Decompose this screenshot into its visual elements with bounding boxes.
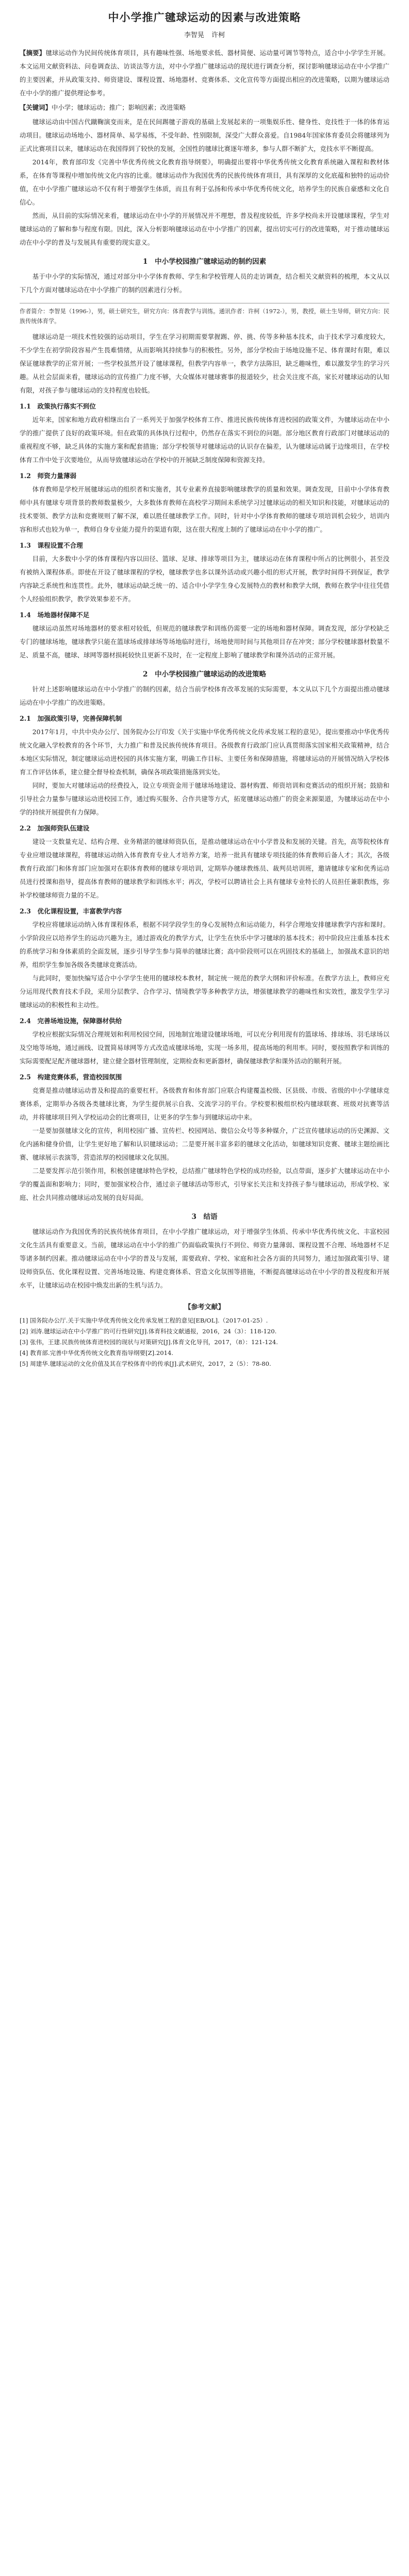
reference-item: [2] 刘涛.毽球运动在中小学推广的可行性研究[J].体育科技文献通报，2016，24（3）：118-120. (20, 1328, 277, 1335)
abstract-label: 【摘要】 (20, 49, 46, 57)
references-title: 【参考文献】 (184, 1303, 225, 1311)
body-paragraph: 毽球运动是一项技术性较强的运动项目，学生在学习初期需要掌握踢、停、挑、传等多种基本技术，由于技术学习难度较大，不少学生在初学阶段容易产生畏难情绪，从而影响其持续参与的积极性。另外，部分学校由于场地设施不足、体育课时有限，难以保证毽球教学的正常开展；一些学校虽然开设了毽球课程，但教学内容单一，教学方法陈旧，缺乏趣味性，难以激发学生的学习兴趣。从社会层面来看，毽球运动的宣传推广力度不够，大众媒体对毽球赛事的报道较少，社会关注度不高，家长对毽球运动的认知有限，对孩子参与毽球运动的支持程度也较低。 (20, 333, 389, 394)
body-paragraph: 与此同时，要加快编写适合中小学学生使用的毽球校本教材，制定统一规范的教学大纲和评价标准。在教学方法上，教师应充分运用现代教育技术手段，采用分层教学、合作学习、情境教学等多种教学方法，增强毽球教学的趣味性和实效性，激发学生学习毽球运动的积极性和主动性。 (20, 974, 389, 1009)
body-paragraph: 毽球运动虽然对场地器材的要求相对较低，但规范的毽球教学和训练仍需要一定的场地和器材保障。调查发现，部分学校缺乏专门的毽球场地，毽球教学只能在篮球场或排球场等场地临时进行，场地使用时间与其他项目存在冲突；部分学校毽球器材数量不足、质量不高，毽球、球网等器材损耗较快且更新不及时，在一定程度上影响了毽球教学和课外活动的正常开展。 (20, 624, 389, 659)
author-2: 许柯 (211, 31, 225, 39)
author-line (20, 29, 389, 39)
body-paragraph: 学校应根据实际情况合理规划和利用校园空间，因地制宜地建设毽球场地，可以充分利用现有的篮球场、排球场、羽毛球场以及空地等场地，通过画线、设置简易球网等方式改造成毽球场地，实现一场多用，提高场地的利用率。同时，要按照教学和训练的实际需要配足配齐毽球器材，建立健全器材管理制度，定期检查和更新器材，确保毽球教学和课外活动的顺利开展。 (20, 1030, 389, 1065)
subsection-heading: 1.3 课程设置不合理 (20, 541, 83, 549)
body-paragraph: 目前，大多数中小学的体育课程内容以田径、篮球、足球、排球等项目为主，毽球运动在体育课程中所占的比例很小，甚至没有被纳入课程体系。即使在开设了毽球课程的学校，毽球教学也多以课外活动或兴趣小组的形式开展，教学时间得不到保证，教学内容缺乏系统性和连贯性。此外，毽球运动缺乏统一的、适合中小学学生身心发展特点的教材和教学大纲，教师在教学中往往凭借个人经验组织教学，教学效果参差不齐。 (20, 555, 389, 603)
body-paragraph: 同时，要加大对毽球运动的经费投入，设立专项资金用于毽球场地建设、器材购置、师资培训和竞赛活动的组织开展；鼓励和引导社会力量参与毽球运动进校园工作，通过购买服务、合作共建等方式，拓宽毽球运动推广的资金来源渠道，为毽球运动在中小学的持续开展提供有力保障。 (20, 782, 389, 816)
subsection-heading: 1.2 师资力量薄弱 (20, 472, 77, 480)
body-paragraph: 竞赛是推动毽球运动普及和提高的重要杠杆。各级教育和体育部门应联合构建覆盖校级、区县级、市级、省级的中小学毽球竞赛体系，定期举办各级各类毽球比赛，为学生提供展示自我、交流学习的平台。学校要积极组织校内毽球联赛、班级对抗赛等活动，并将毽球项目列入学校运动会的比赛项目，让更多的学生参与到毽球运动中来。 (20, 1087, 389, 1121)
body-paragraph: 2017年1月，中共中央办公厅、国务院办公厅印发《关于实施中华优秀传统文化传承发展工程的意见》，提出要推动中华优秀传统文化融入学校教育的各个环节，大力推广和普及民族传统体育项目。各级教育行政部门应认真贯彻落实国家相关政策精神，结合本地区实际情况，制定毽球运动进校园的具体实施方案，明确工作目标、主要任务和保障措施，将毽球运动的开展情况纳入学校体育工作评估体系，建立健全督导检查机制，确保各项政策措施落到实处。 (20, 728, 389, 776)
body-paragraph: 针对上述影响毽球运动在中小学推广的制约因素，结合当前学校体育改革发展的实际需要，本文从以下几个方面提出推动毽球运动在中小学推广的改进策略。 (20, 685, 389, 706)
reference-item: [1] 国务院办公厅.关于实施中华优秀传统文化传承发展工程的意见[EB/OL].（2017-01-25）. (20, 1317, 268, 1324)
section-heading: 2 中小学校园推广毽球运动的改进策略 (143, 670, 266, 679)
body-paragraph: 近年来，国家和地方政府相继出台了一系列关于加强学校体育工作、推进民族传统体育进校园的政策文件，为毽球运动在中小学的推广提供了良好的政策环境。但在政策的具体执行过程中，仍然存在落实不到位的问题。部分地区教育行政部门对毽球运动的重视程度不够，缺乏具体的实施方案和配套措施；部分学校领导对毽球运动的认识存在偏差，认为毽球运动属于边缘项目，在学校体育工作中处于次要地位，从而导致毽球运动在学校中的开展缺乏制度保障和资源支持。 (20, 416, 389, 464)
author-footnote: 作者简介：李智晃（1996-），男，硕士研究生，研究方向：体育教学与训练。通讯作者：许柯（1972-），男，教授，硕士生导师，研究方向：民族传统体育学。 (20, 303, 389, 326)
keywords (20, 101, 389, 114)
section-heading: 3 结语 (191, 1213, 218, 1221)
keywords-label: 【关键词】 (20, 104, 52, 111)
section-heading: 1 中小学校园推广毽球运动的制约因素 (143, 258, 266, 266)
body-paragraph: 建设一支数量充足、结构合理、业务精湛的毽球师资队伍，是推动毽球运动在中小学普及和发展的关键。首先，高等院校体育专业应增设毽球课程，将毽球运动纳入体育教育专业人才培养方案，培养一批具有毽球专项技能的体育教师后备人才；其次，各级教育行政部门和体育部门应加强对在职体育教师的毽球专项培训，定期举办毽球教练员、裁判员培训班，邀请毽球专家和优秀运动员进行授课和指导，提高体育教师的毽球教学和训练水平；再次，学校可以聘请社会上具有毽球专业特长的人员担任兼职教练，弥补学校毽球师资力量的不足。 (20, 838, 389, 899)
body-paragraph: 体育教师是学校开展毽球运动的组织者和实施者，其专业素养直接影响毽球教学的质量和效果。调查发现，目前中小学体育教师中具有毽球专项背景的教师数量极少，大多数体育教师在高校学习期间未系统学习过毽球运动的相关知识和技能，对毽球运动的技术要领、教学方法和竞赛规则了解不深，难以胜任毽球教学工作。同时，针对中小学体育教师的毽球专项培训机会较少，培训内容和形式也较为单一，教师自身专业能力提升的渠道有限，这在很大程度上制约了毽球运动在中小学的推广。 (20, 485, 389, 533)
body-paragraph: 学校应将毽球运动纳入体育课程体系，根据不同学段学生的身心发展特点和运动能力，科学合理地安排毽球教学内容和课时。小学阶段应以培养学生的运动兴趣为主，通过游戏化的教学方式，让学生在快乐中学习毽球的基本技术；初中阶段应注重基本技术的系统学习和身体素质的全面发展，逐步引导学生参与简单的毽球比赛；高中阶段则可以在巩固技术的基础上，加强战术意识的培养，组织学生参加各级各类毽球竞赛活动。 (20, 921, 389, 969)
article-title: 中小学推广毽球运动的因素与改进策略 (108, 11, 301, 24)
references-list (20, 1315, 389, 1369)
subsection-heading: 2.4 完善场地设施，保障器材供给 (20, 1017, 122, 1025)
reference-item: [4] 教育部.完善中华优秀传统文化教育指导纲要[Z].2014. (20, 1349, 174, 1357)
subsection-heading: 1.1 政策执行落实不到位 (20, 402, 96, 410)
body-paragraph: 一是要加强毽球文化的宣传，利用校园广播、宣传栏、校园网站、微信公众号等多种媒介，广泛宣传毽球运动的历史渊源、文化内涵和健身价值，让学生更好地了解和认识毽球运动；二是要开展丰富多彩的毽球文化活动，如毽球知识竞赛、毽球主题绘画比赛、毽球展示表演等，营造浓厚的校园毽球文化氛围。 (20, 1127, 389, 1161)
subsection-heading: 1.4 场地器材保障不足 (20, 611, 90, 619)
article-body (20, 115, 389, 1292)
body-paragraph: 毽球运动由中国古代蹴鞠演变而来，是在民间踢毽子游戏的基础上发展起来的一项集娱乐性、健身性、竞技性于一体的体育运动项目。毽球运动场地小、器材简单、易学易练，不受年龄、性别限制，深受广大群众喜爱。自1984年国家体育委员会将毽球列为正式比赛项目以来，毽球运动在我国得到了较快的发展，全国性的毽球比赛逐年增多，参与人群不断扩大，竞技水平不断提高。 (20, 118, 389, 152)
abstract (20, 46, 389, 100)
body-paragraph: 毽球运动作为我国优秀的民族传统体育项目，在中小学推广毽球运动，对于增强学生体质、传承中华优秀传统文化、丰富校园文化生活具有重要意义。当前，毽球运动在中小学的推广仍面临政策执行不到位、师资力量薄弱、课程设置不合理、场地器材不足等诸多制约因素。推动毽球运动在中小学的普及与发展，需要政府、学校、家庭和社会各方面的共同努力，通过加强政策引导、建设师资队伍、优化课程设置、完善场地设施、构建竞赛体系、营造文化氛围等措施，不断提高毽球运动在中小学的普及程度和开展水平，让毽球运动在校园中焕发出新的生机与活力。 (20, 1228, 389, 1289)
author-1: 李智晃 (184, 31, 204, 39)
body-paragraph: 2014年，教育部印发《完善中华优秀传统文化教育指导纲要》，明确提出要将中华优秀传统文化教育系统融入课程和教材体系，在体育等课程中增加传统文化内容的比重。毽球运动作为我国优秀的民族传统体育项目，具有深厚的文化底蕴和独特的运动价值，在中小学推广毽球运动不仅有利于增强学生体质，而且有利于弘扬和传承中华优秀传统文化，培养学生的民族自豪感和文化自信心。 (20, 158, 389, 206)
reference-item: [5] 周建华.毽球运动的文化价值及其在学校体育中的传承[J].武术研究，2017，2（5）：78-80. (20, 1360, 271, 1367)
abstract-text: 毽球运动作为民间传统体育项目，具有趣味性强、场地要求低、器材简便、运动量可调节等特点，适合中小学学生开展。本文运用文献资料法、问卷调查法、访谈法等方法，对中小学推广毽球运动的现状进行调查分析，探讨影响毽球运动在中小学推广的主要因素，并从政策支持、师资建设、课程设置、场地器材、竞赛体系、文化宣传等方面提出相应的改进策略，以期为毽球运动在中小学的推广提供理论参考。 (20, 49, 390, 97)
subsection-heading: 2.3 优化课程设置，丰富教学内容 (20, 907, 122, 915)
subsection-heading: 2.2 加强师资队伍建设 (20, 824, 90, 832)
body-paragraph: 然而，从目前的实际情况来看，毽球运动在中小学的开展情况并不理想，普及程度较低，许多学校尚未开设毽球课程，学生对毽球运动的了解和参与程度有限。因此，深入分析影响毽球运动在中小学推广的因素，提出切实可行的改进策略，对于推动毽球运动在中小学的普及与发展具有重要的现实意义。 (20, 212, 389, 246)
body-paragraph: 二是要发挥示范引领作用，积极创建毽球特色学校，总结推广毽球特色学校的成功经验，以点带面，逐步扩大毽球运动在中小学的覆盖面和影响力；同时，要加强家校合作，通过亲子毽球活动等形式，引导家长关注和支持孩子参与毽球运动，形成学校、家庭、社会共同推动毽球运动发展的良好局面。 (20, 1167, 389, 1201)
reference-item: [3] 张伟，王建.民族传统体育进校园的现状与对策研究[J].体育文化导刊，2017，（8）：121-124. (20, 1338, 278, 1346)
body-paragraph: 基于中小学的实际情况，通过对部分中小学体育教师、学生和学校管理人员的走访调查，结合相关文献资料的梳理，本文从以下几个方面对毽球运动在中小学推广的制约因素进行分析。 (20, 273, 389, 294)
subsection-heading: 2.5 构建竞赛体系，营造校园氛围 (20, 1073, 122, 1081)
subsection-heading: 2.1 加强政策引导，完善保障机制 (20, 715, 122, 722)
keywords-text: 中小学；毽球运动；推广；影响因素；改进策略 (51, 104, 186, 111)
